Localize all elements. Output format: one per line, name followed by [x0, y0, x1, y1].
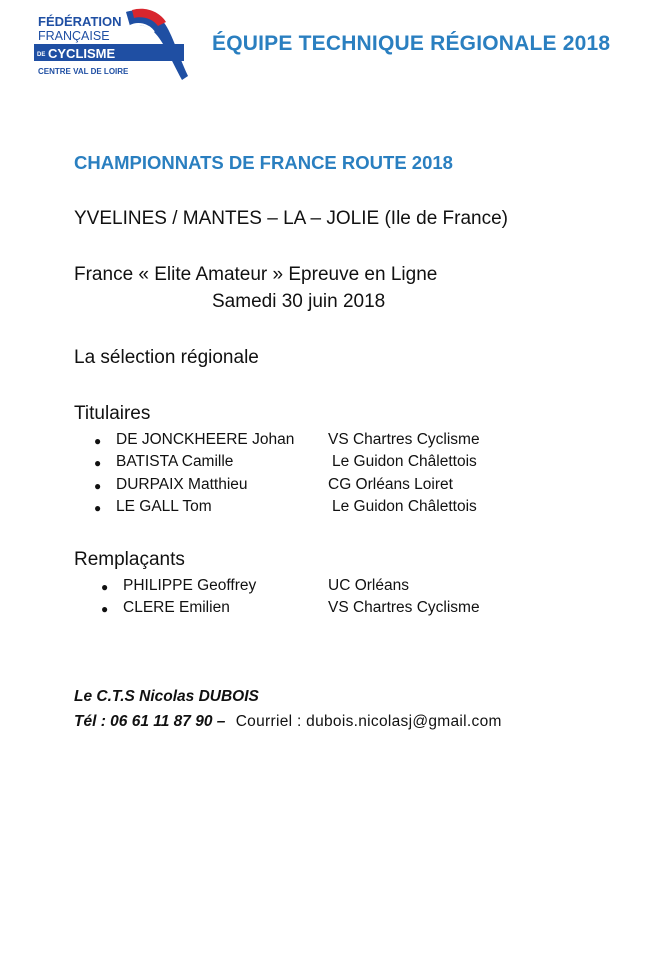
rider-name: PHILIPPE Geoffrey: [123, 577, 257, 594]
bullet-icon: ●: [101, 602, 109, 616]
rider-club: Le Guidon Châlettois: [332, 498, 477, 515]
logo-line3: CYCLISME: [48, 46, 116, 61]
rider-club: Le Guidon Châlettois: [332, 453, 477, 470]
rider-name: DURPAIX Matthieu: [116, 476, 248, 493]
event-line: France « Elite Amateur » Epreuve en Ligne: [74, 264, 438, 285]
signature: Le C.T.S Nicolas DUBOIS: [74, 688, 259, 705]
bullet-icon: ●: [101, 580, 109, 594]
logo-de: DE: [37, 52, 46, 58]
championship-title: CHAMPIONNATS DE FRANCE ROUTE 2018: [74, 152, 453, 173]
event-date: Samedi 30 juin 2018: [212, 291, 386, 312]
rider-club: UC Orléans: [328, 577, 409, 594]
rider-club: CG Orléans Loiret: [328, 476, 453, 493]
remplacants-heading: Remplaçants: [74, 549, 185, 570]
rider-name: BATISTA Camille: [116, 453, 234, 470]
titulaires-heading: Titulaires: [74, 403, 151, 424]
rider-name: CLERE Emilien: [123, 599, 230, 616]
rider-name: DE JONCKHEERE Johan: [116, 431, 295, 448]
location-line: YVELINES / MANTES – LA – JOLIE (Ile de France): [74, 208, 509, 229]
logo-line4: CENTRE VAL DE LOIRE: [38, 67, 129, 76]
bullet-icon: ●: [94, 434, 102, 448]
rider-club: VS Chartres Cyclisme: [328, 599, 480, 616]
selection-heading: La sélection régionale: [74, 347, 259, 368]
contact-line: [74, 713, 502, 731]
logo-line1: FÉDÉRATION: [38, 14, 122, 29]
phone-number: Tél : 06 61 11 87 90 –: [74, 713, 226, 730]
bullet-icon: ●: [94, 456, 102, 470]
rider-name: LE GALL Tom: [116, 498, 212, 515]
email-line[interactable]: Courriel : dubois.nicolasj@gmail.com: [235, 713, 502, 730]
page-header-title: ÉQUIPE TECHNIQUE RÉGIONALE 2018: [212, 32, 611, 55]
logo-line2: FRANÇAISE: [38, 29, 110, 43]
bullet-icon: ●: [94, 501, 102, 515]
bullet-icon: ●: [94, 479, 102, 493]
rider-club: VS Chartres Cyclisme: [328, 431, 480, 448]
ffc-logo: [34, 6, 194, 84]
